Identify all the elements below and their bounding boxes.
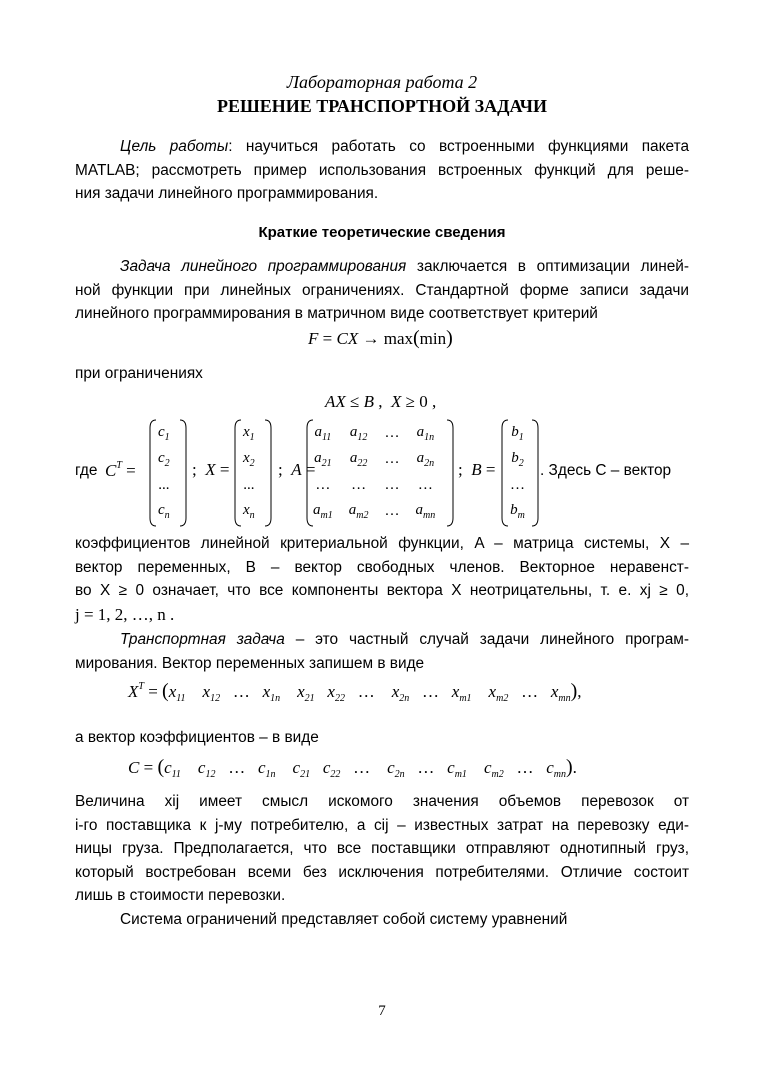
c-vector: $c_1$ $c_2$ ... $c_n$ (158, 423, 170, 521)
x-vector: $x_1$ $x_2$ ... $x_n$ (243, 423, 255, 521)
document-page: Лабораторная работа 2 РЕШЕНИЕ ТРАНСПОРТНОЙ ЗАДАЧИ Цель работы: научиться работать со встроенными функциями пакета MATLAB; рассмотреть пример использования встроенных функций для реше- ния задачи линейного программирования. Краткие теоретические сведения Задача линейного программирования заключается в оптимизации линей- ной функции при линейных ограничениях. Стандартной форме записи задачи линейного программирования в матричном виде соответствует критерий F = CX → max(min) при ограничениях AX ≤ B , X ≥ 0 , где $C^T$ = $c_1$ $c_2$ ... $c_n$ ; X = $x_1$ $x_2$ ... $x_n$ ; A = $a_{11}$ $a_{12}$ … $a_{1n}$ $a_{21}$ $a_{22}$ … $a_{2n}$ … … … … $a_{m1}$ $a_{m2}$ … $a_{mn}$ ; B = $b_1$ $b_2$ … $b_m$ . Здесь C – вектор коэффициентов линейной критериальной функции, A – матрица системы, X – вектор переменных, B – вектор свободных членов. Векторное неравенст- во X ≥ 0 означает, что все компоненты вектора X неотрицательны, т. е. xj ≥ 0, j = 1, 2, …, n . Транспортная задача – это частный случай задачи линейного програм- мирования. Вектор переменных запишем в виде $X^T = (x_{11}$ $x_{12}$ … $x_{1n}$ $x_{21}$ $x_{22}$ … $x_{2n}$ … $x_{m1}$ $x_{m2}$ … $x_{mn}$), а вектор коэффициентов – в виде $C = (c_{11}$ $c_{12}$ … $c_{1n}$ $c_{21}$ $c_{22}$ … $c_{2n}$ … $c_{m1}$ $c_{m2}$ … $c_{mn}$). Величина xij имеет смысл искомого значения объемов перевозок от i-го поставщика к j-му потребителю, а cij – известных затрат на перевозку еди- ницы груза. Предполагается, что все поставщики отправляют однотипный груз, который востребован всеми без исключения потребителями. Отличие состоит лишь в стоимости перевозки. Система ограничений представляет собой систему уравнений 7 (0, 0, 764, 1080)
value-paragraph: Величина xij имеет смысл искомого значения объемов перевозок от i-го поставщика к j-му потребителю, а cij – известных затрат на перевозку еди- ницы груза. Предполагается, что все поставщики отправляют однотипный груз, который востребован всеми без исключения потребителями. Отличие состоит лишь в стоимости перевозки. (75, 793, 689, 904)
main-title: РЕШЕНИЕ ТРАНСПОРТНОЙ ЗАДАЧИ (216, 96, 548, 116)
page-number: 7 (378, 1003, 386, 1019)
equation-criterion: F = CX → max(min) (308, 327, 453, 349)
vectors-paragraph: коэффициентов линейной критериальной функции, A – матрица системы, X – вектор переменных, B – вектор свободных членов. Векторное неравенст- во X ≥ 0 означает, что все компоненты вектора X неотрицательны, т. е. xj ≥ 0, j = 1, 2, …, n . (75, 535, 689, 624)
b-vector: $b_1$ $b_2$ … $b_m$ (510, 423, 525, 521)
equation-x-vector: $X^T = (x_{11}$ $x_{12}$ … $x_{1n}$ $x_{21}$ $x_{22}$ … $x_{2n}$ … $x_{m1}$ $x_{m2}$ … $x_{mn}$), (128, 680, 582, 704)
lab-title: Лабораторная работа 2 (286, 72, 478, 92)
where-label: где (75, 462, 98, 479)
equation-constraints: AX ≤ B , X ≥ 0 , (325, 392, 437, 411)
system-paragraph: Система ограничений представляет собой систему уравнений (120, 911, 568, 928)
transport-term: Транспортная задача (120, 631, 285, 648)
constraints-label: при ограничениях (75, 365, 203, 382)
a-matrix: $a_{11}$ $a_{12}$ … $a_{1n}$ $a_{21}$ $a_{22}$ … $a_{2n}$ … … … … $a_{m1}$ $a_{m2}$ … $a_{mn}$ (313, 423, 436, 521)
section-title: Краткие теоретические сведения (258, 224, 506, 241)
coef-label: а вектор коэффициентов – в виде (75, 729, 319, 746)
goal-label: Цель работы (120, 138, 229, 155)
equation-c-vector: $C = (c_{11}$ $c_{12}$ … $c_{1n}$ $c_{21}$ $c_{22}$ … $c_{2n}$ … $c_{m1}$ $c_{m2}$ … $c_{mn}$). (128, 756, 577, 780)
goal-paragraph: Цель работы: научиться работать со встроенными функциями пакета MATLAB; рассмотреть пример использования встроенных функций для реше- ния задачи линейного программирования. (75, 138, 690, 202)
transport-paragraph: Транспортная задача – это частный случай задачи линейного програм- мирования. Вектор переменных запишем в виде (75, 631, 690, 672)
here-text: . Здесь C – вектор (540, 462, 672, 479)
lp-term: Задача линейного программирования (120, 258, 407, 275)
ct-label: $C^T$ = (105, 460, 136, 480)
intro-paragraph: Задача линейного программирования заключается в оптимизации линей- ной функции при линейных ограничениях. Стандартной форме записи задачи линейного программирования в матричном виде соответствует критерий (75, 258, 689, 322)
